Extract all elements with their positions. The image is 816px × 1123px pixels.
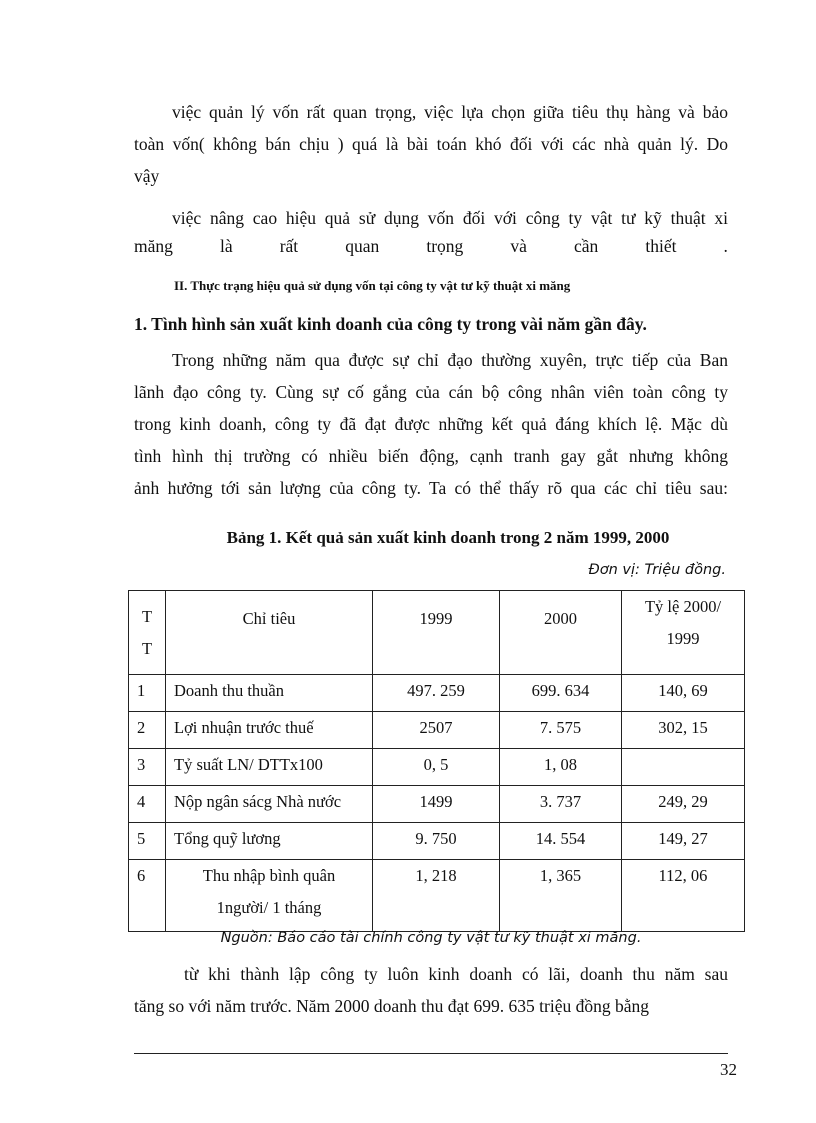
word: rất	[279, 236, 299, 256]
table-row	[129, 860, 745, 932]
para4-line2: tăng so với năm trước. Năm 2000 doanh thu đạt 699. 635 triệu đồng bằng	[134, 996, 649, 1016]
cell-tt: 2	[129, 712, 166, 749]
cell-indicator: Doanh thu thuần	[166, 675, 373, 712]
cell-1999: 2507	[373, 712, 500, 749]
results-table	[128, 590, 745, 932]
para2-line2	[134, 236, 728, 257]
header-ratio-line2: 1999	[666, 629, 700, 648]
para1-line1: việc quản lý vốn rất quan trọng, việc lựa chọn giữa tiêu thụ hàng và bảo	[172, 102, 728, 122]
cell-2000: 7. 575	[500, 712, 622, 749]
cell-tt: 1	[129, 675, 166, 712]
cell-1999: 497. 259	[373, 675, 500, 712]
cell-1999: 9. 750	[373, 823, 500, 860]
para3-line3: trong kinh doanh, công ty đã đạt được những kết quả đáng khích lệ. Mặc dù	[134, 414, 728, 434]
header-indicator: Chỉ tiêu	[166, 591, 373, 675]
cell-1999: 1499	[373, 786, 500, 823]
cell-2000: 699. 634	[500, 675, 622, 712]
table-unit: Đơn vị: Triệu đồng.	[588, 562, 726, 578]
table-caption: Bảng 1. Kết quả sản xuất kinh doanh trong 2 năm 1999, 2000	[226, 528, 670, 547]
word: là	[219, 236, 233, 256]
header-tt-line2: T	[141, 639, 153, 658]
cell-indicator	[166, 860, 373, 932]
table-source: Nguồn: Báo cáo tài chính công ty vật tư kỹ thuật xi măng.	[220, 930, 642, 946]
cell-ratio: 249, 29	[622, 786, 745, 823]
header-tt-line1: T	[141, 607, 153, 626]
word: cần	[573, 236, 599, 256]
cell-tt: 4	[129, 786, 166, 823]
para1-line3: vậy	[134, 166, 160, 186]
table-row	[129, 786, 745, 823]
para1-line2: toàn vốn( không bán chịu ) quá là bài toán khó đối với các nhà quản lý. Do	[134, 134, 728, 154]
cell-2000: 1, 365	[500, 860, 622, 932]
cell-indicator-line2: 1người/ 1 tháng	[216, 898, 322, 917]
word: quan	[345, 236, 380, 256]
footer-rule	[134, 1053, 728, 1054]
table-row	[129, 675, 745, 712]
header-tt	[129, 591, 166, 675]
header-2000: 2000	[500, 591, 622, 675]
section-heading: 1. Tình hình sản xuất kinh doanh của công ty trong vài năm gần đây.	[134, 314, 647, 334]
cell-ratio: 140, 69	[622, 675, 745, 712]
para3-line5: ảnh hưởng tới sản lượng của công ty. Ta có thể thấy rõ qua các chỉ tiêu sau:	[134, 478, 728, 498]
table-row	[129, 823, 745, 860]
word: trọng	[426, 236, 464, 256]
cell-indicator-line1: Thu nhập bình quân	[202, 866, 336, 885]
cell-indicator: Tổng quỹ lương	[166, 823, 373, 860]
para3-line1: Trong những năm qua được sự chỉ đạo thường xuyên, trực tiếp của Ban	[172, 350, 728, 370]
roman-heading: II. Thực trạng hiệu quả sử dụng vốn tại công ty vật tư kỹ thuật xi măng	[174, 278, 571, 293]
table-row	[129, 712, 745, 749]
cell-1999: 1, 218	[373, 860, 500, 932]
cell-2000: 1, 08	[500, 749, 622, 786]
cell-ratio: 149, 27	[622, 823, 745, 860]
page-number: 32	[720, 1060, 737, 1079]
para4-line1: từ khi thành lập công ty luôn kinh doanh có lãi, doanh thu năm sau	[184, 964, 728, 984]
para3-line2: lãnh đạo công ty. Cùng sự cố gắng của cán bộ công nhân viên toàn công ty	[134, 382, 728, 402]
cell-ratio: 302, 15	[622, 712, 745, 749]
header-1999: 1999	[373, 591, 500, 675]
cell-2000: 3. 737	[500, 786, 622, 823]
cell-tt: 5	[129, 823, 166, 860]
cell-indicator: Tỷ suất LN/ DTTx100	[166, 749, 373, 786]
word: và	[510, 236, 527, 256]
cell-indicator: Nộp ngân sácg Nhà nước	[166, 786, 373, 823]
para3-line4: tình hình thị trường có nhiều biến động, cạnh tranh gay gắt nhưng không	[134, 446, 728, 466]
cell-tt: 6	[129, 860, 166, 932]
header-ratio	[622, 591, 745, 675]
cell-ratio: 112, 06	[622, 860, 745, 932]
cell-2000: 14. 554	[500, 823, 622, 860]
cell-ratio	[622, 749, 745, 786]
word: măng	[134, 236, 173, 256]
header-ratio-line1: Tỷ lệ 2000/	[644, 597, 722, 616]
word: thiết	[645, 236, 677, 256]
table-header-row	[129, 591, 745, 675]
table-row	[129, 749, 745, 786]
cell-tt: 3	[129, 749, 166, 786]
cell-1999: 0, 5	[373, 749, 500, 786]
cell-indicator: Lợi nhuận trước thuế	[166, 712, 373, 749]
para2-line1: việc nâng cao hiệu quả sử dụng vốn đối với công ty vật tư kỹ thuật xi	[172, 208, 728, 228]
word: .	[723, 236, 728, 256]
